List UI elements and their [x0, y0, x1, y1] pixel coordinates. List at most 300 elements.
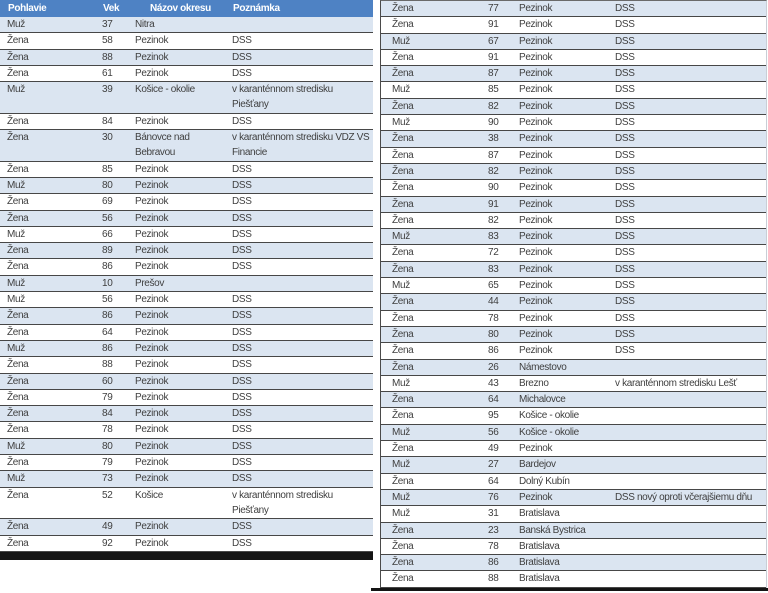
note-cell: DSS [615, 51, 635, 63]
district-cell: Pezinok [519, 198, 553, 210]
note-cell [606, 425, 766, 440]
age-cell: 38 [488, 133, 499, 145]
district-cell: Pezinok [135, 35, 169, 47]
note-cell: DSS [232, 342, 252, 354]
note-cell: DSS [232, 228, 252, 240]
district-cell: Pezinok [135, 424, 169, 436]
table-row [381, 392, 766, 408]
note-cell: DSS [615, 117, 635, 129]
district-cell: Pezinok [135, 537, 169, 549]
district-cell: Pezinok [519, 231, 553, 243]
age-cell: 90 [488, 182, 499, 194]
age-cell: 44 [488, 296, 499, 308]
age-cell: 95 [488, 410, 499, 422]
gender-cell: Žena [7, 391, 29, 403]
gender-cell: Žena [392, 149, 414, 161]
district-cell: Pezinok [135, 115, 169, 127]
table-row [381, 148, 766, 164]
district-cell: Pezinok [135, 51, 169, 63]
table-row [0, 82, 373, 114]
note-cell: DSS [232, 326, 252, 338]
gender-cell: Žena [392, 165, 414, 177]
note-cell: DSS [615, 19, 635, 31]
district-cell: Pezinok [519, 263, 553, 275]
age-cell: 85 [488, 84, 499, 96]
table-row [381, 131, 766, 147]
table-row [381, 245, 766, 261]
table-row [381, 197, 766, 213]
district-cell: Pezinok [519, 328, 553, 340]
gender-cell: Muž [7, 342, 25, 354]
table-row [381, 441, 766, 457]
note-cell: DSS [232, 359, 252, 371]
age-cell: 56 [102, 294, 113, 306]
table-left-end-bar [0, 552, 373, 560]
table-row [0, 162, 373, 178]
table-row [0, 439, 373, 455]
age-cell: 86 [102, 342, 113, 354]
gender-cell: Žena [392, 296, 414, 308]
gender-cell: Žena [392, 540, 414, 552]
note-cell: DSS [615, 263, 635, 275]
district-cell: Pezinok [135, 440, 169, 452]
note-cell: DSS [232, 261, 252, 273]
gender-cell: Žena [392, 68, 414, 80]
age-cell: 49 [102, 521, 113, 533]
table-left-body [0, 17, 373, 552]
gender-cell: Muž [392, 35, 410, 47]
table-row [0, 227, 373, 243]
district-cell: Pezinok [135, 245, 169, 257]
age-cell: 61 [102, 67, 113, 79]
gender-cell: Žena [7, 132, 29, 144]
table-row [381, 376, 766, 392]
age-cell: 80 [488, 328, 499, 340]
district-cell: Košice - okolie [519, 410, 579, 422]
age-cell: 83 [488, 263, 499, 275]
district-cell: Košice - okolie [519, 426, 579, 438]
table-row [381, 327, 766, 343]
table-row [0, 390, 373, 406]
age-cell: 64 [488, 475, 499, 487]
district-cell: Brezno [519, 377, 549, 389]
gender-cell: Muž [7, 473, 25, 485]
age-cell: 89 [102, 245, 113, 257]
age-cell: 76 [488, 491, 499, 503]
table-right-body [381, 1, 766, 588]
gender-cell: Žena [392, 247, 414, 259]
gender-cell: Muž [7, 179, 25, 191]
gender-cell: Žena [7, 310, 29, 322]
district-cell: Pezinok [135, 310, 169, 322]
gender-cell: Žena [392, 328, 414, 340]
note-cell: DSS [615, 182, 635, 194]
note-cell: DSS [615, 280, 635, 292]
gender-cell: Muž [392, 84, 410, 96]
note-cell: DSS [232, 521, 252, 533]
age-cell: 84 [102, 408, 113, 420]
table-row [381, 213, 766, 229]
table-row [381, 360, 766, 376]
district-cell: Pezinok [135, 179, 169, 191]
note-cell: DSS [232, 473, 252, 485]
district-cell: Pezinok [135, 163, 169, 175]
note-cell: v karanténnom stredisku Lešť [615, 377, 737, 389]
gender-cell: Muž [392, 508, 410, 520]
gender-cell: Žena [7, 35, 29, 47]
table-row [381, 50, 766, 66]
table-row [381, 311, 766, 327]
gender-cell: Žena [392, 312, 414, 324]
note-cell: DSS [615, 149, 635, 161]
table-row [381, 82, 766, 98]
district-cell: Pezinok [519, 491, 553, 503]
gender-cell: Muž [7, 19, 25, 30]
age-cell: 78 [488, 312, 499, 324]
table-row [381, 180, 766, 196]
gender-cell: Žena [7, 326, 29, 338]
gender-cell: Žena [7, 261, 29, 273]
gender-cell: Žena [392, 443, 414, 455]
note-cell: DSS [615, 247, 635, 259]
gender-cell: Žena [7, 537, 29, 549]
note-cell: DSS [232, 537, 252, 549]
table-row [381, 34, 766, 50]
age-cell: 91 [488, 19, 499, 31]
gender-cell: Žena [392, 19, 414, 31]
district-cell: Pezinok [135, 261, 169, 273]
district-cell: Pezinok [519, 165, 553, 177]
table-row [0, 308, 373, 324]
age-cell: 80 [102, 179, 113, 191]
age-cell: 27 [488, 459, 499, 471]
note-cell: DSS [615, 312, 635, 324]
age-cell: 82 [488, 165, 499, 177]
table-row [0, 471, 373, 487]
age-cell: 78 [102, 424, 113, 436]
table-row [0, 341, 373, 357]
district-cell: Pezinok [135, 294, 169, 306]
district-cell: Košice [135, 489, 163, 501]
district-cell: Pezinok [519, 51, 553, 63]
table-row [0, 292, 373, 308]
table-row [381, 294, 766, 310]
note-cell [606, 360, 766, 375]
age-cell: 91 [488, 51, 499, 63]
note-cell: DSS [615, 214, 635, 226]
table-row [0, 243, 373, 259]
note-cell: DSS [232, 35, 252, 47]
age-cell: 64 [488, 394, 499, 406]
gender-cell: Žena [7, 163, 29, 175]
note-cell [228, 17, 373, 32]
age-cell: 56 [102, 212, 113, 224]
gender-cell: Žena [7, 408, 29, 420]
age-cell: 49 [488, 443, 499, 455]
gender-cell: Žena [7, 115, 29, 127]
note-cell: DSS [615, 68, 635, 80]
note-cell: DSS [232, 115, 252, 127]
table-header-row [0, 0, 373, 17]
note-cell: DSS [615, 296, 635, 308]
gender-cell: Muž [392, 231, 410, 243]
age-cell: 58 [102, 35, 113, 47]
district-cell: Pezinok [135, 359, 169, 371]
gender-cell: Žena [392, 133, 414, 145]
district-cell: Bánovce nad Bebravou [135, 132, 190, 159]
table-row [0, 422, 373, 438]
table-row [381, 408, 766, 424]
district-cell: Prešov [135, 277, 165, 289]
table-row [381, 99, 766, 115]
gender-cell: Žena [7, 457, 29, 469]
gender-cell: Žena [392, 361, 414, 373]
gender-cell: Žena [7, 424, 29, 436]
district-cell: Pezinok [519, 3, 553, 14]
age-cell: 82 [488, 214, 499, 226]
age-cell: 79 [102, 391, 113, 403]
note-cell: DSS [232, 424, 252, 436]
note-cell: v karanténnom stredisku Piešťany [232, 84, 333, 111]
table-row [0, 374, 373, 390]
table-right-bottom-border [371, 588, 768, 591]
note-cell [606, 392, 766, 407]
note-cell [606, 523, 766, 538]
district-cell: Bardejov [519, 459, 556, 471]
table-row [0, 536, 373, 552]
table-row [0, 130, 373, 162]
table-row [0, 276, 373, 292]
age-cell: 86 [102, 261, 113, 273]
note-cell: DSS [232, 163, 252, 175]
note-cell: DSS [232, 310, 252, 322]
district-cell: Bratislava [519, 573, 560, 585]
district-cell: Pezinok [135, 196, 169, 208]
district-cell: Pezinok [135, 473, 169, 485]
district-cell: Pezinok [135, 228, 169, 240]
age-cell: 30 [102, 132, 113, 144]
note-cell [606, 571, 766, 586]
district-cell: Pezinok [519, 84, 553, 96]
table-row [0, 114, 373, 130]
table-row [381, 490, 766, 506]
age-cell: 79 [102, 457, 113, 469]
column-header-pohlavie: Pohlavie [8, 3, 47, 14]
column-header-nazov-okresu: Názov okresu [150, 3, 211, 14]
age-cell: 85 [102, 163, 113, 175]
district-cell: Pezinok [519, 68, 553, 80]
note-cell: DSS [615, 328, 635, 340]
gender-cell: Muž [7, 228, 25, 240]
district-cell: Pezinok [519, 35, 553, 47]
district-cell: Košice - okolie [135, 84, 195, 96]
age-cell: 86 [102, 310, 113, 322]
district-cell: Pezinok [519, 247, 553, 259]
district-cell: Pezinok [519, 443, 553, 455]
note-cell: DSS [615, 231, 635, 243]
note-cell: DSS [232, 67, 252, 79]
table-left [0, 0, 373, 560]
age-cell: 64 [102, 326, 113, 338]
district-cell: Námestovo [519, 361, 567, 373]
age-cell: 87 [488, 149, 499, 161]
note-cell: DSS [232, 375, 252, 387]
district-cell: Pezinok [519, 312, 553, 324]
note-cell [606, 474, 766, 489]
age-cell: 77 [488, 3, 499, 14]
table-row [381, 474, 766, 490]
district-cell: Bratislava [519, 508, 560, 520]
district-cell: Pezinok [135, 408, 169, 420]
district-cell: Pezinok [135, 375, 169, 387]
note-cell: DSS [232, 440, 252, 452]
table-row [381, 343, 766, 359]
note-cell: DSS nový oproti včerajšiemu dňu [615, 491, 752, 503]
note-cell: DSS [615, 345, 635, 357]
note-cell [606, 506, 766, 521]
age-cell: 52 [102, 489, 113, 501]
district-cell: Pezinok [519, 182, 553, 194]
note-cell: DSS [232, 51, 252, 63]
age-cell: 60 [102, 375, 113, 387]
gender-cell: Žena [392, 263, 414, 275]
gender-cell: Muž [392, 377, 410, 389]
district-cell: Pezinok [519, 19, 553, 31]
note-cell: DSS [232, 212, 252, 224]
age-cell: 67 [488, 35, 499, 47]
note-cell: DSS [615, 198, 635, 210]
age-cell: 39 [102, 84, 113, 96]
table-row [381, 17, 766, 33]
gender-cell: Muž [392, 426, 410, 438]
gender-cell: Žena [392, 524, 414, 536]
column-header-vek: Vek [103, 3, 120, 14]
gender-cell: Žena [7, 212, 29, 224]
district-cell: Pezinok [519, 296, 553, 308]
gender-cell: Žena [392, 51, 414, 63]
gender-cell: Žena [392, 3, 414, 14]
note-cell: DSS [232, 457, 252, 469]
district-cell: Pezinok [135, 457, 169, 469]
age-cell: 73 [102, 473, 113, 485]
gender-cell: Muž [392, 459, 410, 471]
district-cell: Pezinok [519, 100, 553, 112]
note-cell: DSS [232, 408, 252, 420]
note-cell [606, 539, 766, 554]
district-cell: Pezinok [135, 521, 169, 533]
table-row [381, 66, 766, 82]
gender-cell: Žena [392, 557, 414, 569]
note-cell [606, 555, 766, 570]
district-cell: Pezinok [135, 212, 169, 224]
note-cell: DSS [232, 179, 252, 191]
gender-cell: Žena [7, 67, 29, 79]
note-cell [606, 441, 766, 456]
gender-cell: Muž [392, 117, 410, 129]
gender-cell: Žena [392, 475, 414, 487]
age-cell: 82 [488, 100, 499, 112]
note-cell: DSS [232, 294, 252, 306]
age-cell: 37 [102, 19, 113, 30]
table-row [0, 259, 373, 275]
note-cell: DSS [232, 391, 252, 403]
district-cell: Bratislava [519, 540, 560, 552]
table-row [0, 50, 373, 66]
age-cell: 91 [488, 198, 499, 210]
note-cell: v karanténnom stredisku Piešťany [232, 489, 333, 516]
note-cell: DSS [232, 245, 252, 257]
table-row [381, 506, 766, 522]
age-cell: 92 [102, 537, 113, 549]
note-cell: DSS [615, 3, 635, 14]
table-row [381, 278, 766, 294]
gender-cell: Žena [392, 573, 414, 585]
table-row [381, 555, 766, 571]
district-cell: Pezinok [519, 117, 553, 129]
note-cell: DSS [232, 196, 252, 208]
gender-cell: Muž [392, 280, 410, 292]
note-cell: DSS [615, 165, 635, 177]
district-cell: Pezinok [135, 67, 169, 79]
note-cell: DSS [615, 133, 635, 145]
column-header-poznamka: Poznámka [233, 3, 280, 14]
age-cell: 65 [488, 280, 499, 292]
age-cell: 72 [488, 247, 499, 259]
age-cell: 88 [102, 51, 113, 63]
district-cell: Nitra [135, 19, 155, 30]
district-cell: Pezinok [135, 342, 169, 354]
table-row [0, 488, 373, 520]
table-row [0, 357, 373, 373]
table-row [0, 178, 373, 194]
note-cell [606, 408, 766, 423]
gender-cell: Žena [392, 214, 414, 226]
district-cell: Banská Bystrica [519, 524, 586, 536]
gender-cell: Žena [392, 345, 414, 357]
table-row [381, 164, 766, 180]
district-cell: Bratislava [519, 557, 560, 569]
gender-cell: Muž [7, 294, 25, 306]
gender-cell: Žena [392, 198, 414, 210]
age-cell: 31 [488, 508, 499, 520]
table-row [381, 1, 766, 17]
age-cell: 87 [488, 68, 499, 80]
district-cell: Pezinok [519, 214, 553, 226]
gender-cell: Žena [392, 410, 414, 422]
note-cell: DSS [615, 84, 635, 96]
table-row [381, 523, 766, 539]
table-row [0, 66, 373, 82]
note-cell [606, 457, 766, 472]
district-cell: Pezinok [519, 133, 553, 145]
age-cell: 26 [488, 361, 499, 373]
age-cell: 86 [488, 557, 499, 569]
age-cell: 86 [488, 345, 499, 357]
district-cell: Pezinok [135, 326, 169, 338]
age-cell: 88 [488, 573, 499, 585]
table-row [381, 425, 766, 441]
gender-cell: Žena [7, 245, 29, 257]
note-cell: v karanténnom stredisku VDZ VS Financie [232, 132, 370, 159]
table-row [0, 519, 373, 535]
district-cell: Pezinok [519, 345, 553, 357]
gender-cell: Muž [7, 277, 25, 289]
table-row [381, 539, 766, 555]
age-cell: 69 [102, 196, 113, 208]
gender-cell: Muž [392, 491, 410, 503]
district-cell: Pezinok [135, 391, 169, 403]
age-cell: 80 [102, 440, 113, 452]
